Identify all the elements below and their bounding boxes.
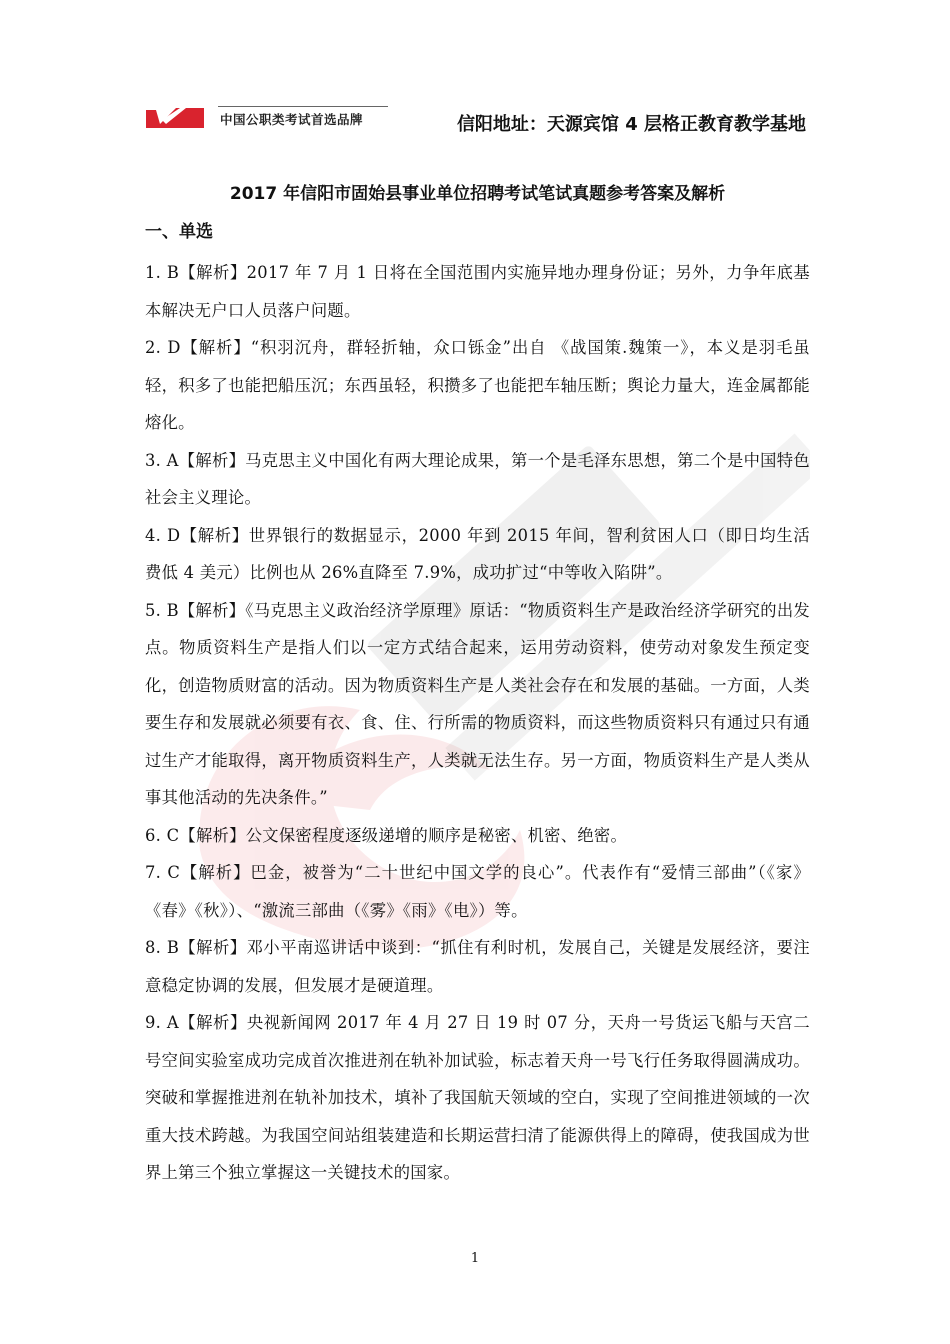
brand-tagline: 中国公职类考试首选品牌 — [220, 112, 364, 127]
brand-logo-icon — [146, 106, 204, 128]
answer-item-9: 9. A【解析】央视新闻网 2017 年 4 月 27 日 19 时 07 分，天舟一号货运飞船与天宫二号空间实验室成功完成首次推进剂在轨补加试验，标志着天舟一号飞行任务取得圆满成功。突破和掌握推进剂在轨补加技术，填补了我国航天领域的空白，实现了空间推进领域的一次重大技术跨越。为我国空间站组装建造和长期运营扫清了能源供得上的障碍，使我国成为世界上第三个独立掌握这一关键技术的国家。 — [145, 1013, 810, 1182]
answer-item-4: 4. D【解析】世界银行的数据显示，2000 年到 2015 年间，智利贫困人口（即日均生活费低 4 美元）比例也从 26%直降至 7.9%，成功扩过“中等收入陷阱”。 — [145, 525, 810, 582]
answer-item-8: 8. B【解析】邓小平南巡讲话中谈到：“抓住有利时机，发展自己，关键是发展经济，要注意稳定协调的发展，但发展才是硬道理。 — [145, 938, 810, 995]
answer-item-5: 5. B【解析】《马克思主义政治经济学原理》原话：“物质资料生产是政治经济学研究的出发点。物质资料生产是指人们以一定方式结合起来，运用劳动资料，使劳动对象发生预定变化，创造物质财富的活动。因为物质资料生产是人类社会存在和发展的基础。一方面，人类要生存和发展就必须要有衣、食、住、行所需的物质资料，而这些物质资料只有通过只有通过生产才能取得，离开物质资料生产，人类就无法生存。另一方面，物质资料生产是人类从事其他活动的先决条件。” — [145, 600, 810, 807]
answer-item-2: 2. D【解析】“积羽沉舟，群轻折轴，众口铄金”出自 《战国策.魏策一》，本义是羽毛虽轻，积多了也能把船压沉；东西虽轻，积攒多了也能把车轴压断；舆论力量大，连金属都能熔化。 — [145, 338, 810, 432]
address-text: 信阳地址：天源宾馆 4 层格正教育教学基地 — [456, 114, 806, 135]
document-title: 2017 年信阳市固始县事业单位招聘考试笔试真题参考答案及解析 — [229, 184, 726, 204]
answer-item-7: 7. C【解析】巴金，被誉为“二十世纪中国文学的良心”。代表作有“爱情三部曲”（《家》《春》《秋》）、“激流三部曲（《雾》《雨》《电》）等。 — [145, 863, 810, 920]
answer-item-3: 3. A【解析】马克思主义中国化有两大理论成果，第一个是毛泽东思想，第二个是中国特色社会主义理论。 — [145, 450, 810, 507]
page-number: 1 — [470, 1251, 480, 1266]
document-body — [145, 180, 810, 1192]
answer-item-1: 1. B【解析】2017 年 7 月 1 日将在全国范围内实施异地办理身份证；另外，力争年底基本解决无户口人员落户问题。 — [145, 263, 810, 320]
logo-divider — [218, 106, 388, 107]
page-header — [0, 96, 950, 146]
section-heading: 一、单选 — [145, 222, 213, 242]
answer-item-6: 6. C【解析】公文保密程度逐级递增的顺序是秘密、机密、绝密。 — [145, 825, 628, 845]
